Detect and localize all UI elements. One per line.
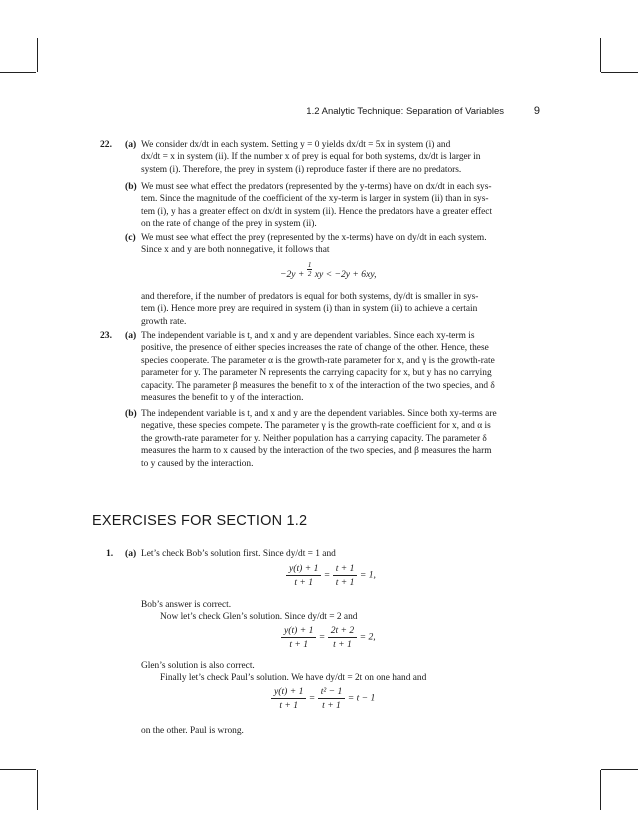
denominator: t + 1	[335, 577, 355, 588]
page-number: 9	[533, 105, 540, 117]
text-line: Glen’s solution is also correct.	[141, 661, 255, 671]
crop-mark	[600, 38, 601, 72]
eq-part: =	[318, 631, 326, 643]
running-title: 1.2 Analytic Technique: Separation of Variables	[306, 106, 504, 117]
text-line: Bob’s answer is correct.	[141, 600, 232, 610]
fraction	[281, 625, 316, 650]
crop-mark	[0, 72, 36, 73]
text-line: The independent variable is t, and x and y are the dependent variables. Since both xy-terms are	[141, 409, 497, 419]
eq-part: = t − 1	[347, 692, 376, 704]
eq-part: −2y +	[280, 269, 305, 280]
question-number: 23.	[100, 330, 112, 341]
text-line: Now let’s check Glen’s solution. Since dy/dt = 2 and	[160, 612, 358, 622]
section-title: EXERCISES FOR SECTION 1.2	[92, 513, 308, 529]
answer-paragraph	[141, 408, 539, 470]
text-line: The independent variable is t, and x and y are dependent variables. Since each xy-term is	[141, 331, 475, 341]
eq-part: =	[308, 692, 316, 704]
numerator: y(t) + 1	[281, 625, 316, 638]
text-line: species cooperate. The parameter α is the growth-rate parameter for x, and γ is the growth-rate	[141, 355, 495, 366]
eq-part: = 1,	[359, 569, 376, 581]
exercise-number: 1.	[106, 548, 114, 559]
text-line: system (i). Therefore, the prey in system (i) reproduce faster if there are no predators.	[141, 164, 462, 175]
text-line: the growth-rate parameter for y. Neither population has a carrying capacity. The parameter δ	[141, 433, 487, 444]
text-line: We consider dx/dt in each system. Setting y = 0 yields dx/dt = 5x in system (i) and	[141, 140, 451, 150]
text-line: dx/dt = x in system (ii). If the number x of prey is equal for both systems, dx/dt is larger in	[141, 152, 481, 163]
text-line: We must see what effect the predators (represented by the y-terms) have on dx/dt in each sys-	[141, 182, 492, 192]
eq-part: xy < −2y + 6xy,	[314, 269, 377, 280]
denominator: 2	[307, 270, 312, 278]
answer-paragraph	[141, 330, 539, 404]
part-label: (a)	[125, 139, 137, 150]
fraction	[307, 261, 313, 278]
numerator: y(t) + 1	[286, 563, 321, 576]
crop-mark	[601, 769, 638, 770]
numerator: 2t + 2	[328, 625, 358, 638]
running-head	[300, 106, 540, 120]
crop-mark	[0, 769, 36, 770]
numerator: 1	[307, 261, 312, 269]
text-line: parameter for y. The parameter N represents the carrying capacity for x, but y has no carrying	[141, 368, 492, 379]
crop-mark	[601, 72, 638, 73]
text-line: tem. Since the magnitude of the coefficient of the xy-term is larger in system (ii) than in sys-	[141, 194, 489, 205]
fraction	[333, 563, 358, 588]
text-line: growth rate.	[141, 316, 187, 327]
text-line: to y caused by the interaction.	[141, 458, 254, 469]
text-line: Let’s check Bob’s solution first. Since dy/dt = 1 and	[141, 549, 336, 559]
fraction	[318, 686, 346, 711]
denominator: t + 1	[279, 700, 299, 711]
text-line: positive, the presence of either species increases the rate of change of the other. Hence, these	[141, 343, 489, 354]
answer-paragraph	[141, 232, 539, 257]
fraction	[271, 686, 306, 711]
text-line: capacity. The parameter β measures the benefit to x of the interaction of the two species, and δ	[141, 380, 495, 391]
numerator: t + 1	[333, 563, 358, 576]
part-label: (b)	[125, 408, 137, 419]
answer-paragraph	[141, 139, 539, 176]
text-line: Since x and y are both nonnegative, it follows that	[141, 245, 330, 256]
crop-mark	[37, 38, 38, 72]
equation-bob	[286, 563, 376, 588]
answer-paragraph	[141, 181, 539, 231]
denominator: t + 1	[294, 577, 314, 588]
text-line: negative, these species compete. The parameter γ is the growth-rate coefficient for x, and α is	[141, 421, 491, 432]
equation-glen	[281, 625, 376, 650]
part-label: (a)	[125, 330, 137, 341]
numerator: t² − 1	[318, 686, 346, 699]
denominator: t + 1	[289, 639, 309, 650]
crop-mark	[37, 770, 38, 810]
question-number: 22.	[100, 139, 112, 150]
text-line: tem (i), y has a greater effect on dx/dt in system (ii). Hence the predators have a greater effect	[141, 206, 493, 217]
numerator: y(t) + 1	[271, 686, 306, 699]
part-label: (a)	[125, 548, 137, 559]
text-line: Finally let’s check Paul’s solution. We have dy/dt = 2t on one hand and	[160, 673, 427, 683]
text-line: measures the benefit to y of the interaction.	[141, 393, 304, 404]
part-label: (b)	[125, 181, 137, 192]
answer-paragraph	[141, 291, 539, 328]
denominator: t + 1	[322, 700, 341, 711]
text-line: measures the harm to x caused by the interaction of the two species, and β measures the harm	[141, 446, 492, 457]
fraction	[328, 625, 358, 650]
fraction	[286, 563, 321, 588]
denominator: t + 1	[333, 639, 352, 650]
eq-part: = 2,	[359, 631, 376, 643]
part-label: (c)	[125, 232, 136, 243]
crop-mark	[600, 770, 601, 810]
text-line: We must see what effect the prey (represented by the x-terms) have on dy/dt in each system.	[141, 233, 487, 243]
inequality	[280, 261, 377, 280]
text-line: tem (i). Hence more prey are required in system (i) than in system (ii) to achieve a certain	[141, 304, 478, 315]
text-line: on the rate of change of the prey in system (ii).	[141, 219, 317, 230]
text-line: and therefore, if the number of predators is equal for both systems, dy/dt is smaller in sys-	[141, 292, 479, 302]
eq-part: =	[323, 569, 331, 581]
text-line: on the other. Paul is wrong.	[141, 726, 244, 736]
equation-paul	[271, 686, 375, 711]
